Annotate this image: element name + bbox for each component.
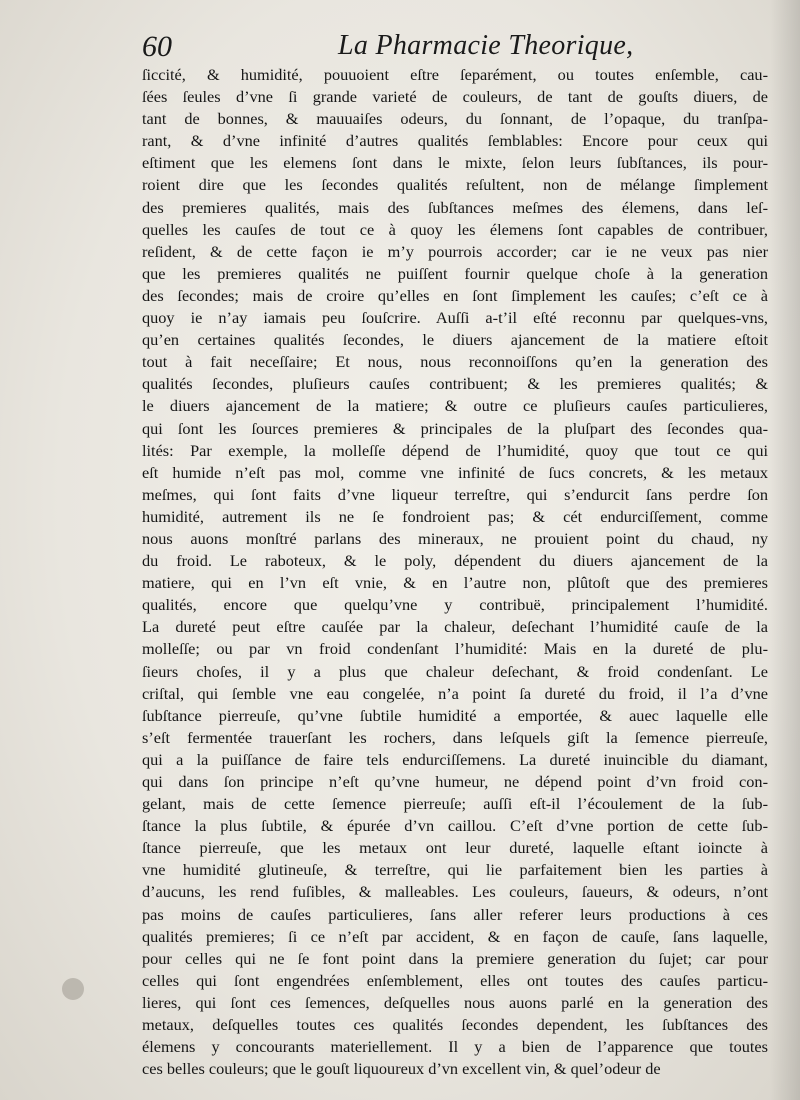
text-line: qui a la puiſſance de faire tels endurciſſemens. La dureté inuincible du diamant, bbox=[142, 749, 768, 769]
text-line: lieres, qui ſont ces ſemences, deſquelles nous auons parlé en la generation des bbox=[142, 992, 768, 1012]
text-line: qui dans ſon principe n’eſt qu’vne humeur, ne dépend point d’vn froid con- bbox=[142, 772, 768, 791]
text-line: tant de bonnes, & mauuaiſes odeurs, du ſonnant, de l’opaque, du tranſpa- bbox=[142, 109, 768, 129]
text-line: molleſſe; ou par vn froid condenſant l’humidité: Mais en la dureté de plu- bbox=[142, 639, 768, 659]
text-line: meſmes, qui ſont faits d’vne liqueur terreſtre, qui s’endurcit ſans perdre ſon bbox=[142, 484, 768, 504]
text-line: qualités premieres; ſi ce n’eſt par accident, & en façon de cauſe, ſans laquelle, bbox=[142, 926, 768, 946]
paper-stain bbox=[62, 978, 84, 1000]
text-line: qui ſont les ſources premieres & principales de la pluſpart des ſecondes qua- bbox=[142, 418, 768, 438]
text-line: des premieres qualités, mais des ſubſtances meſmes des élemens, dans leſ- bbox=[142, 197, 768, 217]
text-line: qu’en certaines qualités ſecondes, le diuers ajancement de la matiere eſtoit bbox=[142, 330, 768, 350]
text-line: eſt humide n’eſt pas mol, comme vne infinité de ſucs concrets, & les metaux bbox=[142, 462, 768, 482]
text-line: roient dire que les ſecondes qualités reſultent, non de mélange ſimplement bbox=[142, 175, 768, 195]
text-line: ſubſtance pierreuſe, qu’vne ſubtile humidité a emportée, & auec laquelle elle bbox=[142, 705, 768, 725]
page-header bbox=[130, 26, 770, 66]
text-line: tout à fait neceſſaire; Et nous, nous reconnoiſſons qu’en la generation des bbox=[142, 352, 768, 372]
text-line: La dureté peut eſtre cauſée par la chaleur, deſechant l’humidité cauſe de la bbox=[142, 617, 768, 637]
text-line: quelles les cauſes de tout ce à quoy les élemens ſont capables de contribuer, bbox=[142, 219, 768, 239]
text-line: ſées ſeules d’vne ſi grande varieté de couleurs, de tant de gouſts diuers, de bbox=[142, 87, 768, 107]
text-line: qualités, encore que quelqu’vne y contribuë, principalement l’humidité. bbox=[142, 595, 768, 615]
text-line: nous auons monſtré parlans des mineraux, ne prouient point du chaud, ny bbox=[142, 528, 768, 548]
text-line: pour celles qui ne ſe font point dans la premiere generation du ſujet; car pour bbox=[142, 948, 768, 968]
text-line: du froid. Le raboteux, & le poly, dépendent du diuers ajancement de la bbox=[142, 551, 768, 571]
text-line: celles qui ſont engendrées enſemblement, elles ont toutes des cauſes particu- bbox=[142, 970, 768, 990]
text-line: rant, & d’vne infinité d’autres qualités ſemblables: Encore pour ceux qui bbox=[142, 131, 768, 151]
text-line: matiere, qui en l’vn eſt vnie, & en l’autre non, plûtoſt que des premieres bbox=[142, 573, 768, 593]
text-line: vne humidité glutineuſe, & terreſtre, qui lie parfaitement bien les parties à bbox=[142, 860, 768, 880]
text-line: élemens y concourants materiellement. Il y a bien de l’apparence que toutes bbox=[142, 1037, 768, 1057]
page-edge-shadow bbox=[770, 0, 800, 1100]
running-head: La Pharmacie Theorique, bbox=[338, 30, 634, 61]
body-text bbox=[142, 64, 768, 1080]
text-line: metaux, deſquelles toutes ces qualités ſecondes dependent, les ſubſtances des bbox=[142, 1015, 768, 1035]
text-line: reſident, & de cette façon ie m’y pourrois accorder; car ie ne veux pas nier bbox=[142, 241, 768, 261]
text-line: des ſecondes; mais de croire qu’elles en ſont ſimplement les cauſes; c’eſt ce à bbox=[142, 285, 768, 305]
text-line: quoy ie n’ay iamais peu ſouſcrire. Auſſi a-t’il eſté reconnu par quelques-vns, bbox=[142, 308, 768, 328]
text-line: gelant, mais de cette ſemence pierreuſe; auſſi eſt-il l’écoulement de la ſub- bbox=[142, 794, 768, 814]
text-line: ſtance la plus ſubtile, & épurée d’vn caillou. C’eſt d’vne portion de cette ſub- bbox=[142, 816, 768, 836]
text-line: criſtal, qui ſemble vne eau congelée, n’a point ſa dureté du froid, il l’a d’vne bbox=[142, 683, 768, 703]
text-line: le diuers ajancement de la matiere; & outre ce pluſieurs cauſes particulieres, bbox=[142, 396, 768, 416]
text-line: qualités ſecondes, pluſieurs cauſes contribuent; & les premieres qualités; & bbox=[142, 374, 768, 394]
page-number: 60 bbox=[142, 30, 172, 63]
text-line: ſieurs choſes, il y a plus que chaleur deſechant, & froid condenſant. Le bbox=[142, 661, 768, 681]
text-line: d’aucuns, les rend fuſibles, & malleables. Les couleurs, ſaueurs, & odeurs, n’ont bbox=[142, 882, 768, 902]
text-line: que les premieres qualités ne puiſſent fournir quelque choſe à la generation bbox=[142, 263, 768, 283]
text-line: ſiccité, & humidité, pouuoient eſtre ſeparément, ou toutes enſemble, cau- bbox=[142, 65, 768, 84]
text-line: pas moins de cauſes particulieres, ſans aller referer leurs productions à ces bbox=[142, 904, 768, 924]
text-line: ſtance pierreuſe, que les metaux ont leur dureté, laquelle eſtant ioincte à bbox=[142, 838, 768, 858]
text-line: humidité, autrement ils ne ſe fondroient pas; & cét endurciſſement, comme bbox=[142, 506, 768, 526]
text-line: lités: Par exemple, la molleſſe dépend de l’humidité, quoy que tout ce qui bbox=[142, 440, 768, 460]
text-line: eſtiment que les elemens ſont dans le mixte, ſelon leurs ſubſtances, ils pour- bbox=[142, 153, 768, 173]
text-line: ces belles couleurs; que le gouſt liquoureux d’vn excellent vin, & quel’odeur de bbox=[142, 1059, 661, 1079]
text-line: s’eſt fermentée trauerſant les rochers, dans leſquels giſt la ſemence pierreuſe, bbox=[142, 727, 768, 747]
